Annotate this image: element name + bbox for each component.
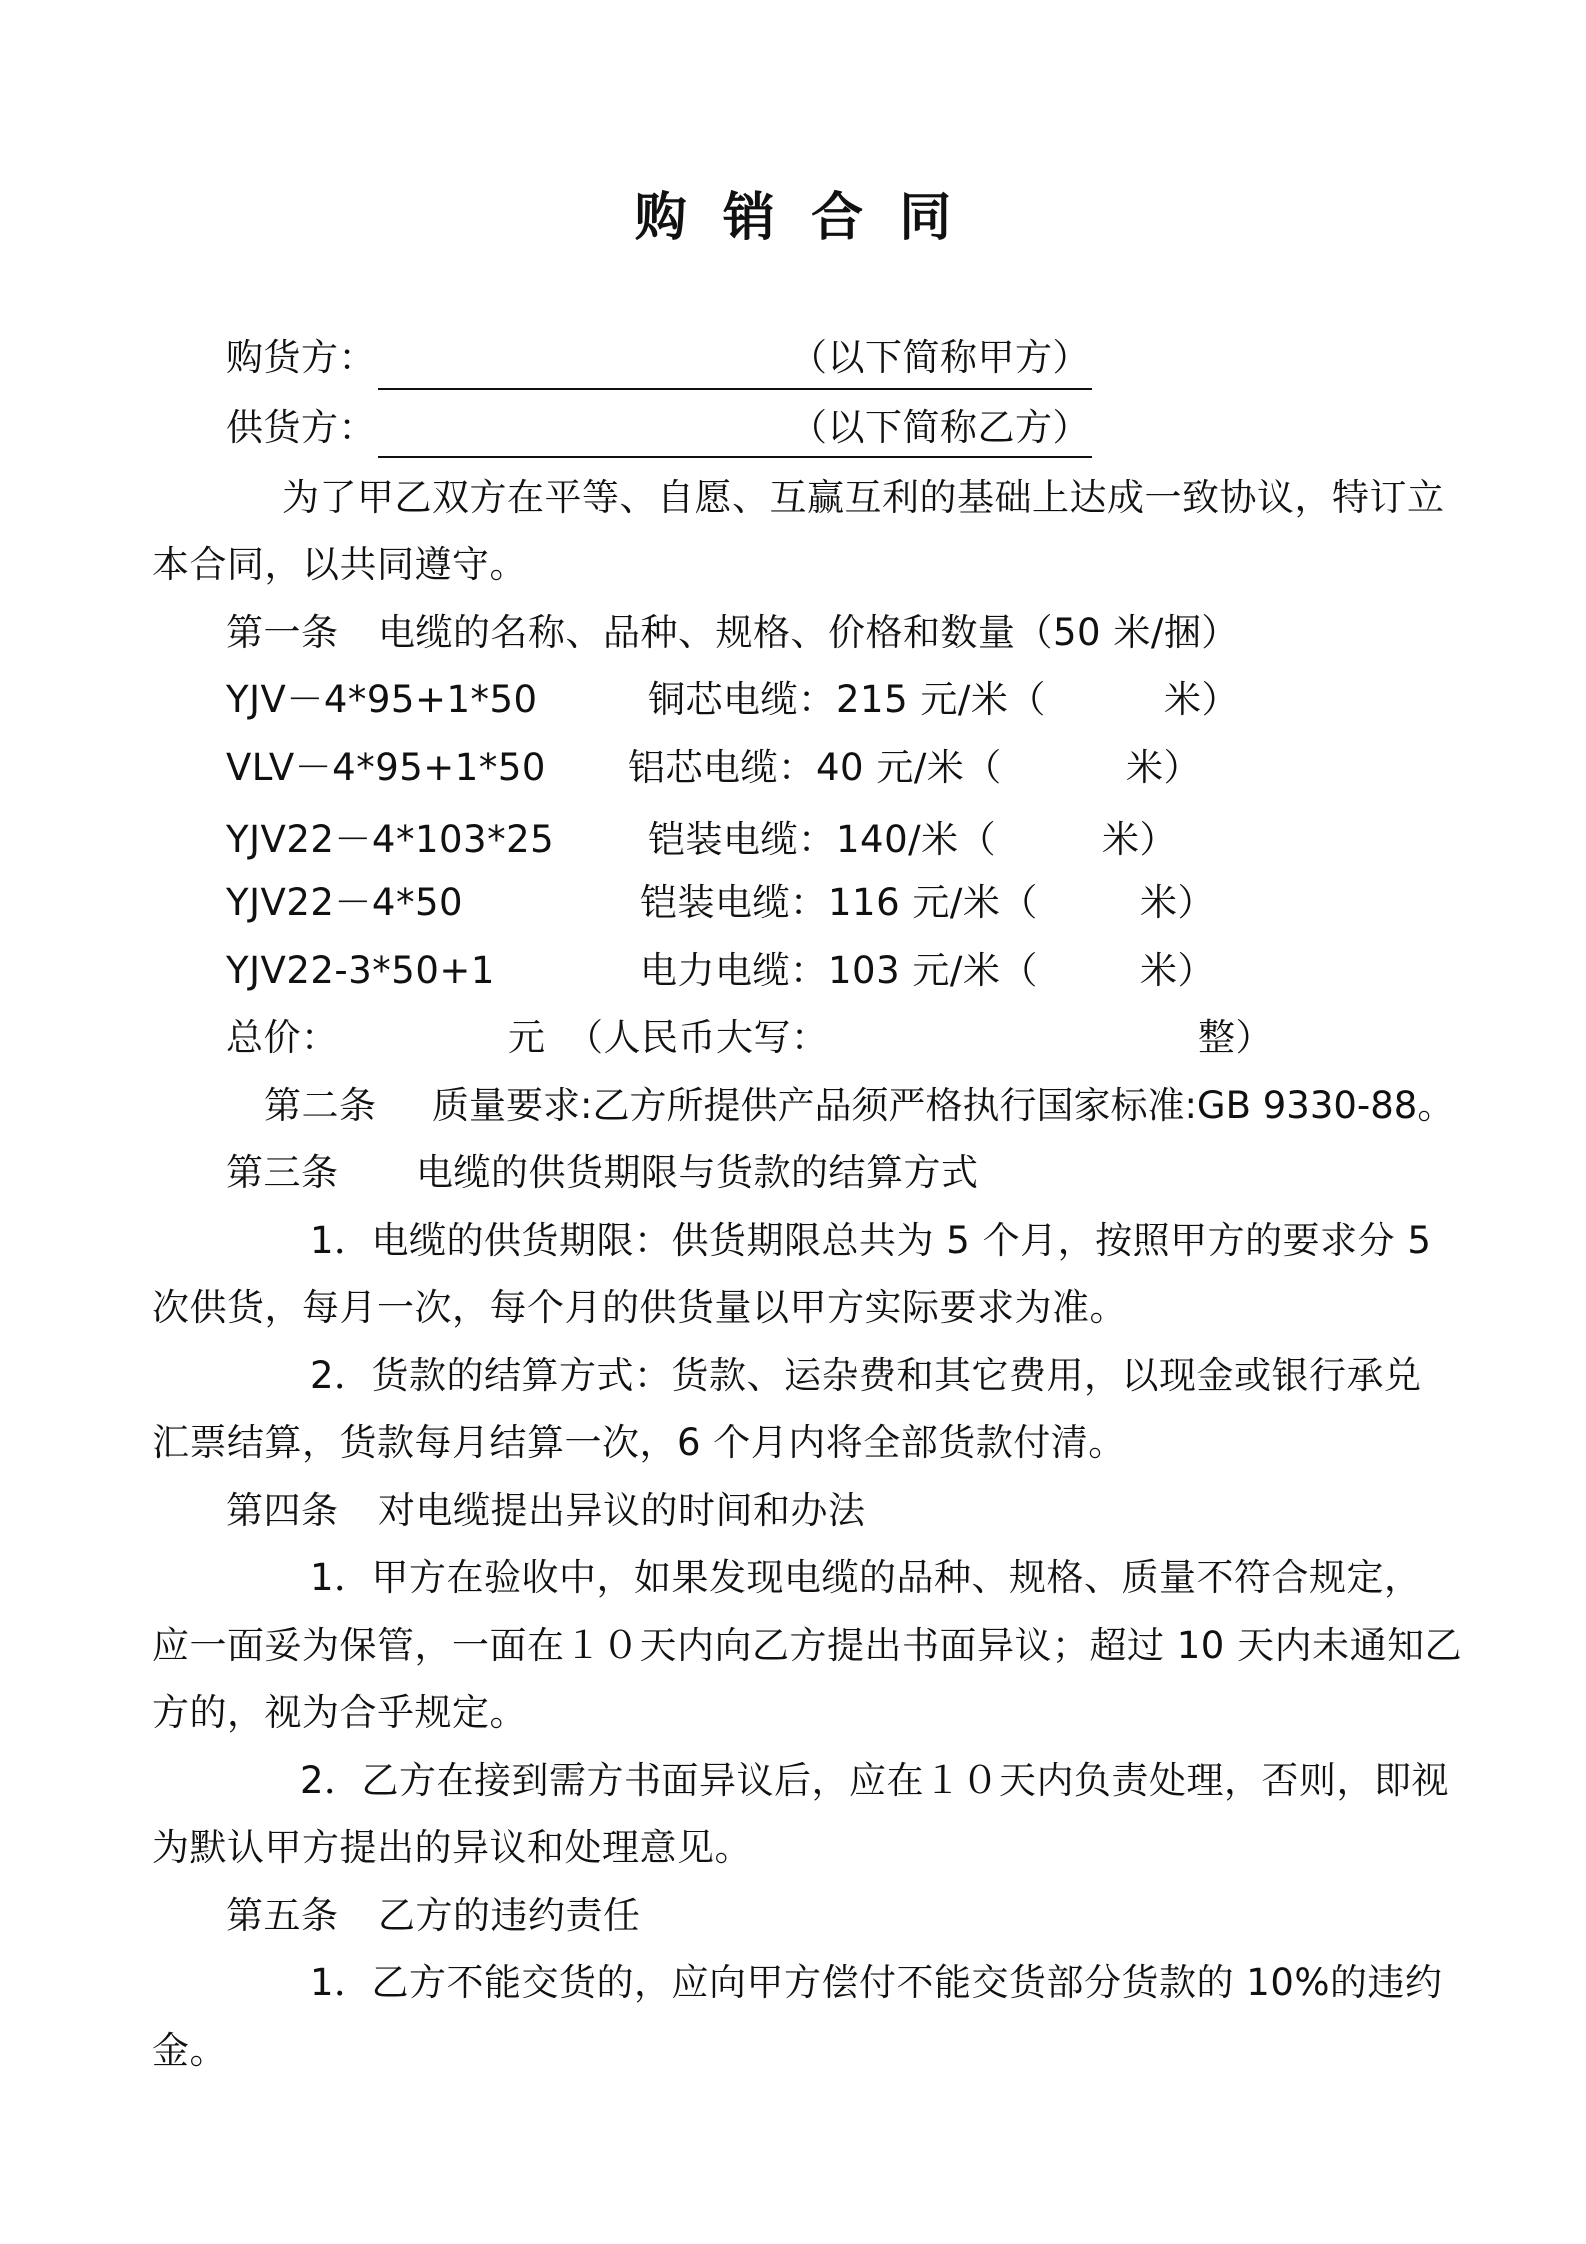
item1-type: 铜芯电缆： — [648, 678, 836, 721]
item3-price: 140/米（ — [836, 818, 997, 861]
item5-unit: 米） — [1140, 949, 1215, 992]
article5-p1-line1: 1．乙方不能交货的，应向甲方偿付不能交货部分货款的 10%的违约 — [310, 1961, 1443, 2004]
item1-price: 215 元/米（ — [836, 678, 1046, 721]
article2-heading: 第二条 — [264, 1084, 377, 1127]
item3-unit: 米） — [1102, 818, 1177, 861]
article5-title: 乙方的违约责任 — [378, 1894, 641, 1937]
item2-type: 铝芯电缆： — [628, 746, 816, 789]
item4-price: 116 元/米（ — [828, 881, 1038, 924]
article3-title: 电缆的供货期限与货款的结算方式 — [416, 1151, 979, 1194]
document-title: 购 销 合 同 — [634, 188, 952, 248]
article4-p1-line2: 应一面妥为保管，一面在１０天内向乙方提出书面异议；超过 10 天内未通知乙 — [152, 1624, 1463, 1667]
article3-p2-line2: 汇票结算，货款每月结算一次，6 个月内将全部货款付清。 — [152, 1421, 1126, 1464]
seller-label: 供货方： — [226, 406, 376, 449]
article4-title: 对电缆提出异议的时间和办法 — [378, 1489, 866, 1532]
buyer-underline — [378, 388, 1092, 390]
article4-p2-line1: 2．乙方在接到需方书面异议后，应在１０天内负责处理，否则，即视 — [300, 1759, 1450, 1802]
article3-p1-line1: 1．电缆的供货期限：供货期限总共为 5 个月，按照甲方的要求分 5 — [310, 1219, 1432, 1262]
total-label: 总价： — [226, 1016, 339, 1059]
buyer-note: （以下简称甲方） — [790, 336, 1090, 379]
item3-type: 铠装电缆： — [648, 818, 836, 861]
total-zheng: 整） — [1198, 1016, 1273, 1059]
article3-heading: 第三条 — [226, 1151, 339, 1194]
article1-title: 电缆的名称、品种、规格、价格和数量（50 米/捆） — [378, 611, 1239, 654]
total-yuan: 元 — [508, 1016, 546, 1059]
item2-unit: 米） — [1126, 746, 1201, 789]
intro-line-1: 为了甲乙双方在平等、自愿、互赢互利的基础上达成一致协议，特订立 — [282, 476, 1445, 519]
seller-underline — [378, 456, 1092, 458]
item5-price: 103 元/米（ — [828, 949, 1038, 992]
item2-price: 40 元/米（ — [816, 746, 1002, 789]
article5-p1-line2: 金。 — [152, 2029, 227, 2072]
item4-type: 铠装电缆： — [640, 881, 828, 924]
article1-heading: 第一条 — [226, 611, 339, 654]
article4-heading: 第四条 — [226, 1489, 339, 1532]
item5-type: 电力电缆： — [640, 949, 828, 992]
article3-p2-line1: 2．货款的结算方式：货款、运杂费和其它费用，以现金或银行承兑 — [310, 1354, 1422, 1397]
item1-unit: 米） — [1164, 678, 1239, 721]
item3-model: YJV22－4*103*25 — [226, 818, 555, 861]
item2-model: VLV－4*95+1*50 — [226, 746, 546, 789]
article4-p1-line3: 方的，视为合乎规定。 — [152, 1691, 527, 1734]
item4-unit: 米） — [1140, 881, 1215, 924]
article5-heading: 第五条 — [226, 1894, 339, 1937]
item5-model: YJV22-3*50+1 — [226, 949, 495, 992]
total-rmb: （人民币大写： — [566, 1016, 829, 1059]
item4-model: YJV22－4*50 — [226, 881, 464, 924]
seller-note: （以下简称乙方） — [790, 406, 1090, 449]
article3-p1-line2: 次供货，每月一次，每个月的供货量以甲方实际要求为准。 — [152, 1286, 1127, 1329]
item1-model: YJV－4*95+1*50 — [226, 678, 538, 721]
article4-p1-line1: 1．甲方在验收中，如果发现电缆的品种、规格、质量不符合规定， — [310, 1556, 1422, 1599]
intro-line-2: 本合同，以共同遵守。 — [152, 543, 527, 586]
article4-p2-line2: 为默认甲方提出的异议和处理意见。 — [152, 1826, 752, 1869]
article2-text: 质量要求:乙方所提供产品须严格执行国家标准:GB 9330-88。 — [432, 1084, 1455, 1127]
buyer-label: 购货方： — [226, 336, 376, 379]
